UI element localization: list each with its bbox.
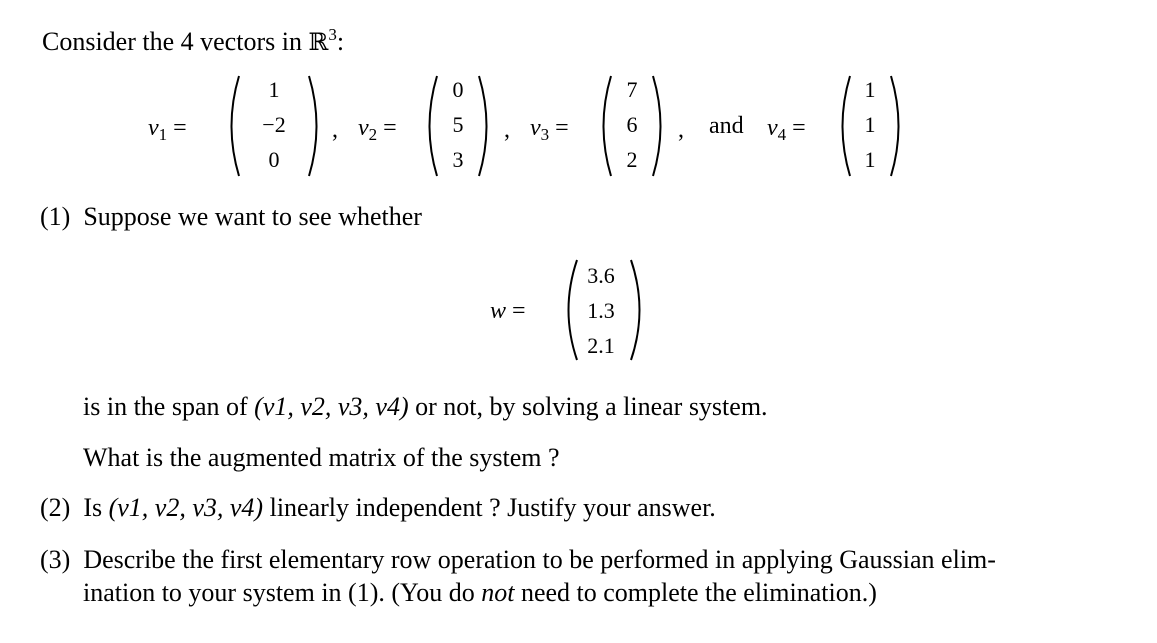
q1-line [40, 202, 422, 232]
v3-right-paren [650, 74, 670, 178]
space-exponent: 3 [328, 25, 337, 44]
comma-3: , [678, 117, 684, 143]
v4-entry-3: 1 [864, 147, 876, 172]
v1-entry-2: −2 [262, 112, 286, 137]
q3-line-1 [40, 545, 996, 575]
v3-entry-3: 2 [626, 147, 638, 172]
comma-1: , [332, 117, 338, 143]
v2-entry-1: 0 [452, 77, 464, 102]
q1-span-tuple: (v1, v2, v3, v4) [254, 392, 409, 421]
q3-line2-after: need to complete the elimination.) [514, 578, 877, 607]
w-entry-2: 1.3 [587, 298, 615, 323]
v4-entry-2: 1 [864, 112, 876, 137]
q1-number: (1) [40, 202, 71, 231]
q3-line2-before: ination to your system in (1). (You do [83, 578, 482, 607]
w-entry-1: 3.6 [587, 263, 615, 288]
v1-left-paren [222, 74, 242, 178]
q2-text-after: linearly independent ? Justify your answer. [263, 493, 716, 522]
v2-entry-3: 3 [452, 147, 464, 172]
v3-entry-2: 6 [626, 112, 638, 137]
q1-span-text-after: or not, by solving a linear system. [408, 392, 768, 421]
v4-right-paren [888, 74, 908, 178]
q3-line-2 [83, 578, 877, 608]
v4-label: $v_4$ = [767, 115, 806, 144]
w-entry-3: 2.1 [587, 333, 615, 358]
q1-span-line [83, 392, 768, 422]
q2-tuple: (v1, v2, v3, v4) [108, 493, 264, 522]
real-space-symbol: ℝ [308, 28, 329, 56]
v3-label: $v_3$ = [530, 115, 569, 144]
and-word: and [709, 113, 744, 139]
q3-emphasis-not: not [481, 578, 515, 607]
comma-2: , [504, 117, 510, 143]
v3-entry-1: 7 [626, 77, 638, 102]
v2-right-paren [476, 74, 496, 178]
v1-entry-1: 1 [268, 77, 280, 102]
q2-line [40, 493, 716, 523]
q3-line1-text: Describe the first elementary row operation to be performed in applying Gaussian elim- [83, 545, 996, 574]
v1-label: $v_1$ = [148, 115, 187, 144]
q1-followup: What is the augmented matrix of the system ? [83, 443, 560, 472]
intro-text: Consider the 4 vectors in [42, 27, 309, 56]
v4-entry-1: 1 [864, 77, 876, 102]
q1-span-text-before: is in the span of [83, 392, 255, 421]
q1-text: Suppose we want to see whether [83, 202, 422, 231]
q3-number: (3) [40, 545, 71, 574]
v2-entry-2: 5 [452, 112, 464, 137]
v1-right-paren [306, 74, 326, 178]
v1-entry-3: 0 [268, 147, 280, 172]
q2-text-before: Is [83, 493, 109, 522]
v2-label: $v_2$ = [358, 115, 397, 144]
w-right-paren [628, 258, 650, 362]
q2-number: (2) [40, 493, 71, 522]
intro-line [42, 20, 344, 57]
w-label: w = [490, 298, 526, 324]
intro-colon: : [336, 27, 345, 56]
